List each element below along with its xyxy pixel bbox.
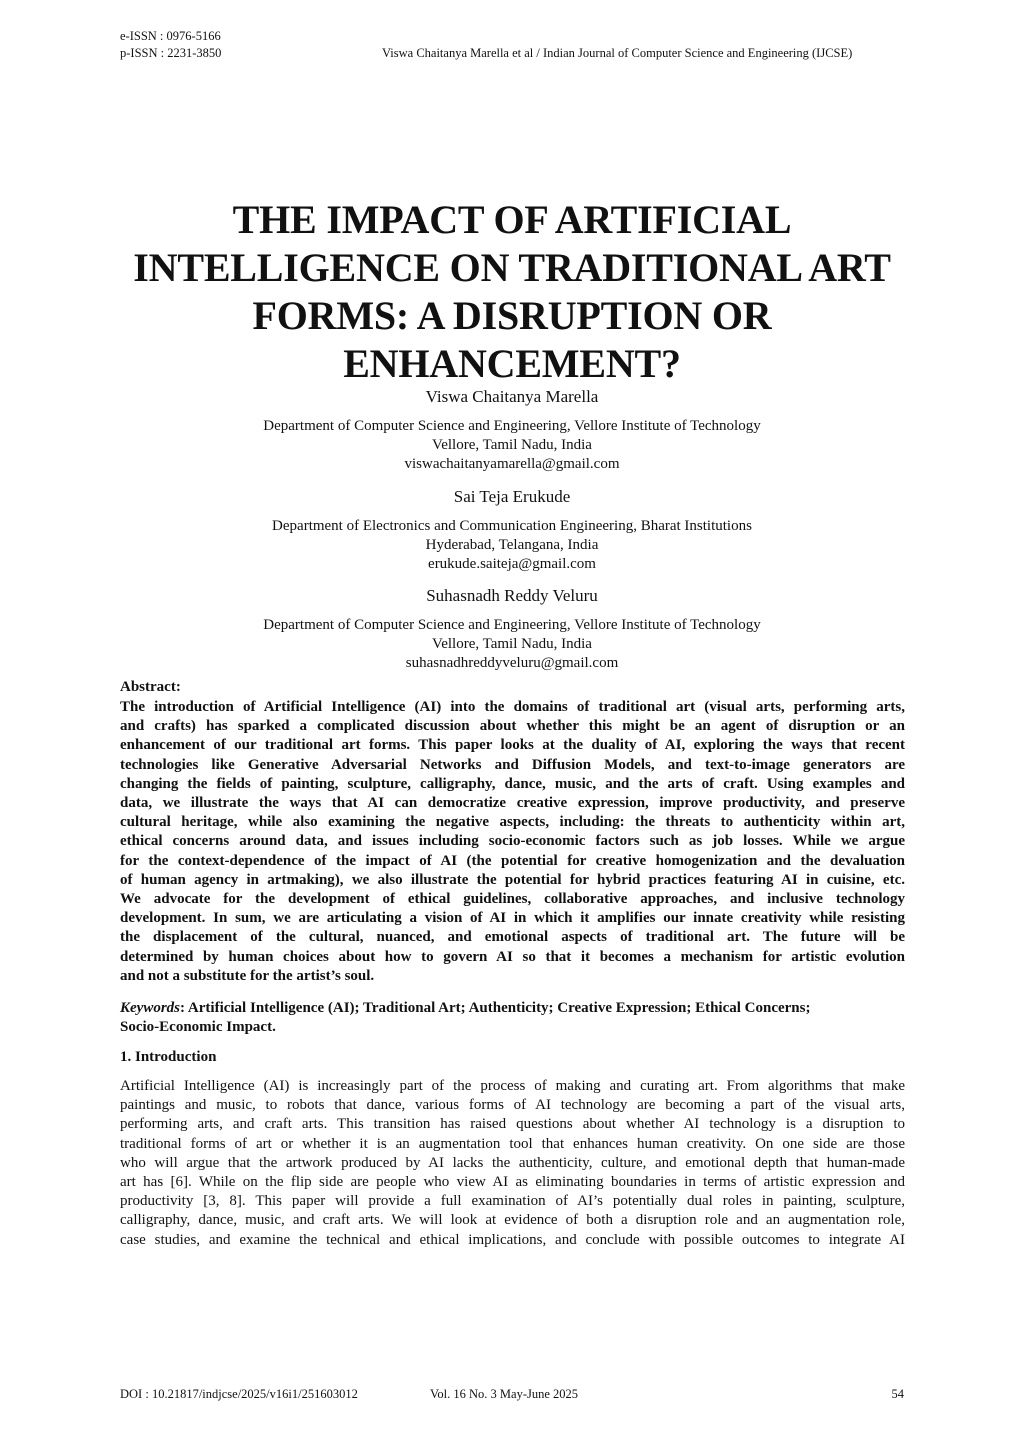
eissn: e-ISSN : 0976-5166 bbox=[120, 29, 221, 43]
keywords-label: Keywords bbox=[120, 1000, 180, 1016]
abstract-line: cultural heritage, while also examining the negative aspects, including: the threats to authenticity within art, bbox=[120, 814, 905, 831]
author-block-3 bbox=[60, 585, 964, 673]
affiliation-location: Hyderabad, Telangana, India bbox=[425, 537, 599, 553]
title-line: FORMS: A DISRUPTION OR bbox=[252, 293, 772, 338]
abstract-line: data, we illustrate the ways that AI can democratize creative expression, improve productivity, and preserve bbox=[120, 795, 905, 812]
paper-title bbox=[60, 196, 964, 388]
author-affiliation bbox=[60, 616, 964, 673]
pissn: p-ISSN : 2231-3850 bbox=[120, 46, 222, 60]
affiliation-department: Department of Electronics and Communication Engineering, Bharat Institutions bbox=[272, 518, 752, 534]
abstract-line: development. In sum, we are articulating a vision of AI in which it amplifies our innate creativity while resisting bbox=[120, 910, 905, 927]
introduction-line: calligraphy, dance, music, and craft arts. We will look at evidence of both a disruption role and an augmentation role, bbox=[120, 1212, 905, 1229]
abstract-line: for the context-dependence of the impact of AI (the potential for creative homogenization and the devaluation bbox=[120, 852, 905, 869]
abstract-line: technologies like Generative Adversarial Networks and Diffusion Models, and text-to-image generators are bbox=[120, 756, 905, 773]
introduction-line: paintings and music, to robots that dance, various forms of AI technology are becoming a part of the visual arts, bbox=[120, 1097, 905, 1114]
abstract-line: and not a substitute for the artist’s soul. bbox=[120, 967, 375, 984]
abstract-line: determined by human choices about how to govern AI so that it becomes a mechanism for artistic evolution bbox=[120, 948, 905, 965]
abstract-line: of human agency in artmaking), we also illustrate the potential for hybrid practices featuring AI in cuisine, etc. bbox=[120, 871, 905, 888]
author-affiliation bbox=[60, 517, 964, 574]
abstract-heading: Abstract: bbox=[120, 679, 181, 695]
abstract-line: enhancement of our traditional art forms. This paper looks at the duality of AI, exploring the ways that recent bbox=[120, 737, 905, 754]
introduction-line: performing arts, and craft arts. This transition has raised questions about whether AI technology is a disruption to bbox=[120, 1116, 905, 1133]
author-affiliation bbox=[60, 417, 964, 474]
introduction-line: art has [6]. While on the flip side are people who view AI as eliminating boundaries in terms of artistic expression and bbox=[120, 1174, 905, 1191]
page-number: 54 bbox=[891, 1387, 904, 1401]
introduction-line: productivity [3, 8]. This paper will provide a full examination of AI’s potentially dual roles in painting, sculpture, bbox=[120, 1193, 905, 1210]
author-email: erukude.saiteja@gmail.com bbox=[428, 556, 596, 572]
abstract-line: ethical concerns around data, and issues including socio-economic factors such as job losses. While we argue bbox=[120, 833, 905, 850]
author-email: suhasnadhreddyveluru@gmail.com bbox=[405, 655, 619, 671]
title-line: INTELLIGENCE ON TRADITIONAL ART bbox=[133, 245, 891, 290]
introduction-line: case studies, and examine the technical and ethical implications, and conclude with possible outcomes to integrate AI bbox=[120, 1231, 905, 1248]
author-email: viswachaitanyamarella@gmail.com bbox=[404, 456, 620, 472]
keywords bbox=[120, 999, 905, 1037]
abstract-line: the displacement of the cultural, nuanced, and emotional aspects of traditional art. The future will be bbox=[120, 929, 905, 946]
title-line: ENHANCEMENT? bbox=[343, 341, 681, 386]
footer-doi: DOI : 10.21817/indjcse/2025/v16i1/251603012 bbox=[120, 1387, 358, 1401]
abstract-line: We advocate for the development of ethical guidelines, collaborative approaches, and inclusive technology bbox=[120, 891, 905, 908]
abstract-body bbox=[120, 698, 905, 986]
abstract-line: The introduction of Artificial Intelligence (AI) into the domains of traditional art (visual arts, performing arts, bbox=[120, 699, 905, 715]
running-head: Viswa Chaitanya Marella et al / Indian Journal of Computer Science and Engineering (IJCSE) bbox=[382, 46, 853, 60]
affiliation-location: Vellore, Tamil Nadu, India bbox=[432, 636, 592, 652]
introduction-line: traditional forms of art or whether it is an augmentation tool that enhances human creativity. On one side are those bbox=[120, 1135, 905, 1152]
abstract-line: and crafts) has sparked a complicated discussion about whether this might be an agent of disruption or an bbox=[120, 718, 905, 735]
affiliation-location: Vellore, Tamil Nadu, India bbox=[432, 437, 592, 453]
author-name: Viswa Chaitanya Marella bbox=[425, 387, 599, 406]
keywords-list: : Artificial Intelligence (AI); Traditional Art; Authenticity; Creative Expression; Ethical Concerns; bbox=[180, 1000, 811, 1016]
keywords-list-cont: Socio-Economic Impact. bbox=[120, 1019, 276, 1036]
section-heading-introduction: 1. Introduction bbox=[120, 1049, 217, 1065]
author-block-2 bbox=[60, 486, 964, 574]
introduction-line: Artificial Intelligence (AI) is increasingly part of the process of making and curating art. From algorithms that make bbox=[120, 1078, 905, 1094]
introduction-line: who will argue that the artwork produced by AI lacks the authenticity, culture, and emotional depth that human-made bbox=[120, 1154, 905, 1171]
affiliation-department: Department of Computer Science and Engineering, Vellore Institute of Technology bbox=[263, 617, 761, 633]
title-line: THE IMPACT OF ARTIFICIAL bbox=[232, 197, 792, 242]
footer-volume: Vol. 16 No. 3 May-June 2025 bbox=[430, 1387, 579, 1401]
abstract-line: changing the fields of painting, sculpture, calligraphy, dance, music, and the arts of craft. Using examples and bbox=[120, 775, 905, 792]
author-block-1 bbox=[60, 386, 964, 474]
author-name: Suhasnadh Reddy Veluru bbox=[426, 586, 598, 605]
introduction-body bbox=[120, 1077, 905, 1250]
affiliation-department: Department of Computer Science and Engineering, Vellore Institute of Technology bbox=[263, 418, 761, 434]
author-name: Sai Teja Erukude bbox=[453, 487, 571, 506]
